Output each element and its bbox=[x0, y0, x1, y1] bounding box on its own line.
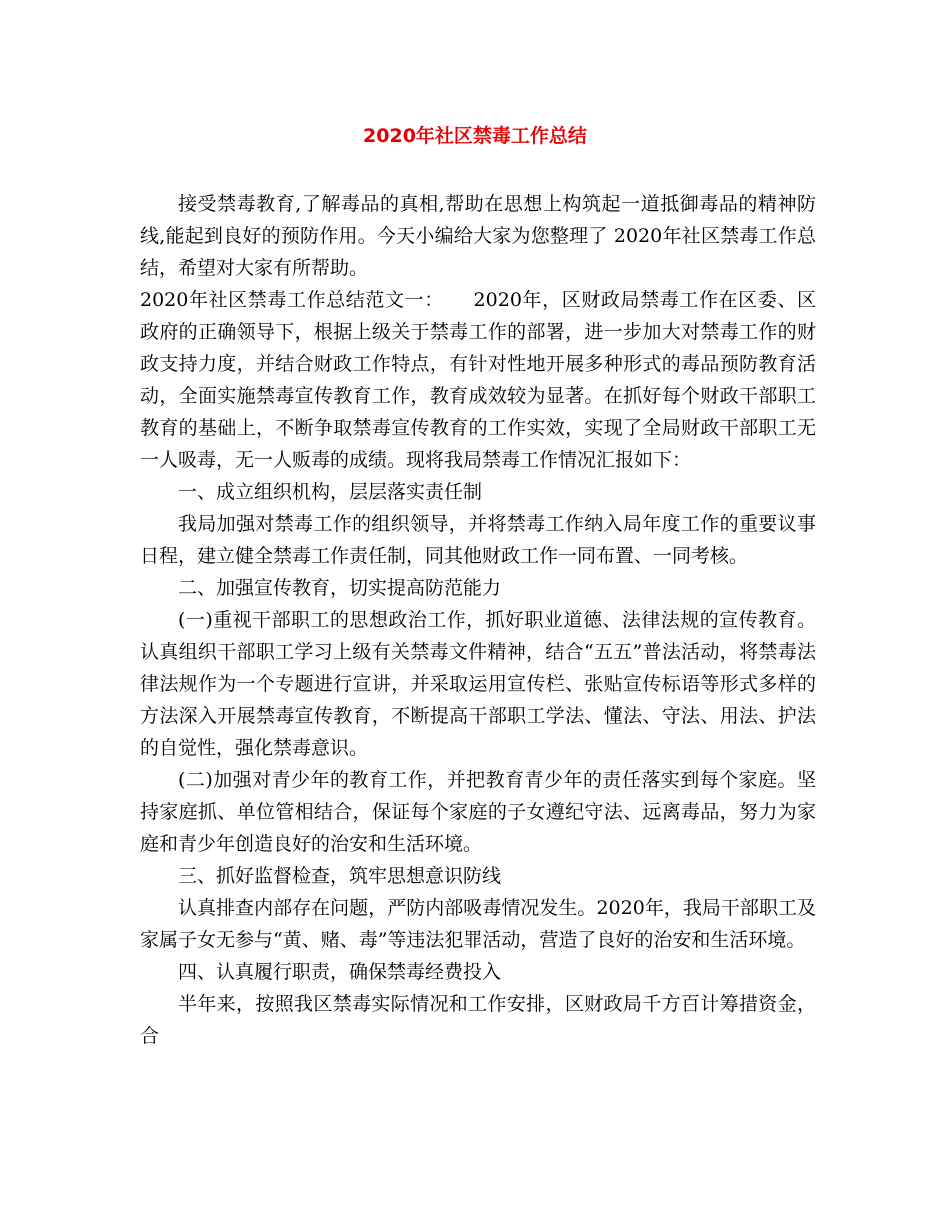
section-heading-1: 一、成立组织机构，层层落实责任制 bbox=[178, 481, 483, 503]
section-paragraph-2b: (二)加强对青少年的教育工作，并把教育青少年的责任落实到每个家庭。坚持家庭抓、单位管相结合，保证每个家庭的子女遵纪守法、远离毒品，努力为家庭和青少年创造良好的治安和生活环境。 bbox=[140, 769, 816, 855]
document-body bbox=[140, 188, 816, 1052]
section-paragraph-1: 我局加强对禁毒工作的组织领导，并将禁毒工作纳入局年度工作的重要议事日程，建立健全禁毒工作责任制，同其他财政工作一同布置、一同考核。 bbox=[140, 513, 816, 567]
section-heading-2: 二、加强宣传教育，切实提高防范能力 bbox=[178, 577, 502, 599]
section-paragraph-3: 认真排查内部存在问题，严防内部吸毒情况发生。2020年，我局干部职工及家属子女无参与“黄、赌、毒”等违法犯罪活动，营造了良好的治安和生活环境。 bbox=[140, 897, 816, 951]
section-heading-4: 四、认真履行职责，确保禁毒经费投入 bbox=[178, 961, 502, 983]
summary-paragraph: 2020年社区禁毒工作总结范文一： 2020年，区财政局禁毒工作在区委、区政府的正确领导下，根据上级关于禁毒工作的部署，进一步加大对禁毒工作的财政支持力度，并结合财政工作特点，有针对性地开展多种形式的毒品预防教育活动，全面实施禁毒宣传教育工作，教育成效较为显著。在抓好每个财政干部职工教育的基础上，不断争取禁毒宣传教育的工作实效，实现了全局财政干部职工无一人吸毒，无一人贩毒的成绩。现将我局禁毒工作情况汇报如下： bbox=[140, 289, 816, 471]
section-paragraph-4: 半年来，按照我区禁毒实际情况和工作安排，区财政局千方百计筹措资金，合 bbox=[140, 993, 816, 1047]
intro-paragraph: 接受禁毒教育,了解毒品的真相,帮助在思想上构筑起一道抵御毒品的精神防线,能起到良好的预防作用。今天小编给大家为您整理了 2020年社区禁毒工作总结，希望对大家有所帮助。 bbox=[140, 193, 816, 279]
document-title: 2020年社区禁毒工作总结 bbox=[363, 125, 587, 147]
section-paragraph-2a: (一)重视干部职工的思想政治工作，抓好职业道德、法律法规的宣传教育。认真组织干部职工学习上级有关禁毒文件精神，结合“五五”普法活动，将禁毒法律法规作为一个专题进行宣讲，并采取运用宣传栏、张贴宣传标语等形式多样的方法深入开展禁毒宣传教育，不断提高干部职工学法、懂法、守法、用法、护法的自觉性，强化禁毒意识。 bbox=[140, 609, 816, 759]
section-heading-3: 三、抓好监督检查，筑牢思想意识防线 bbox=[178, 865, 502, 887]
